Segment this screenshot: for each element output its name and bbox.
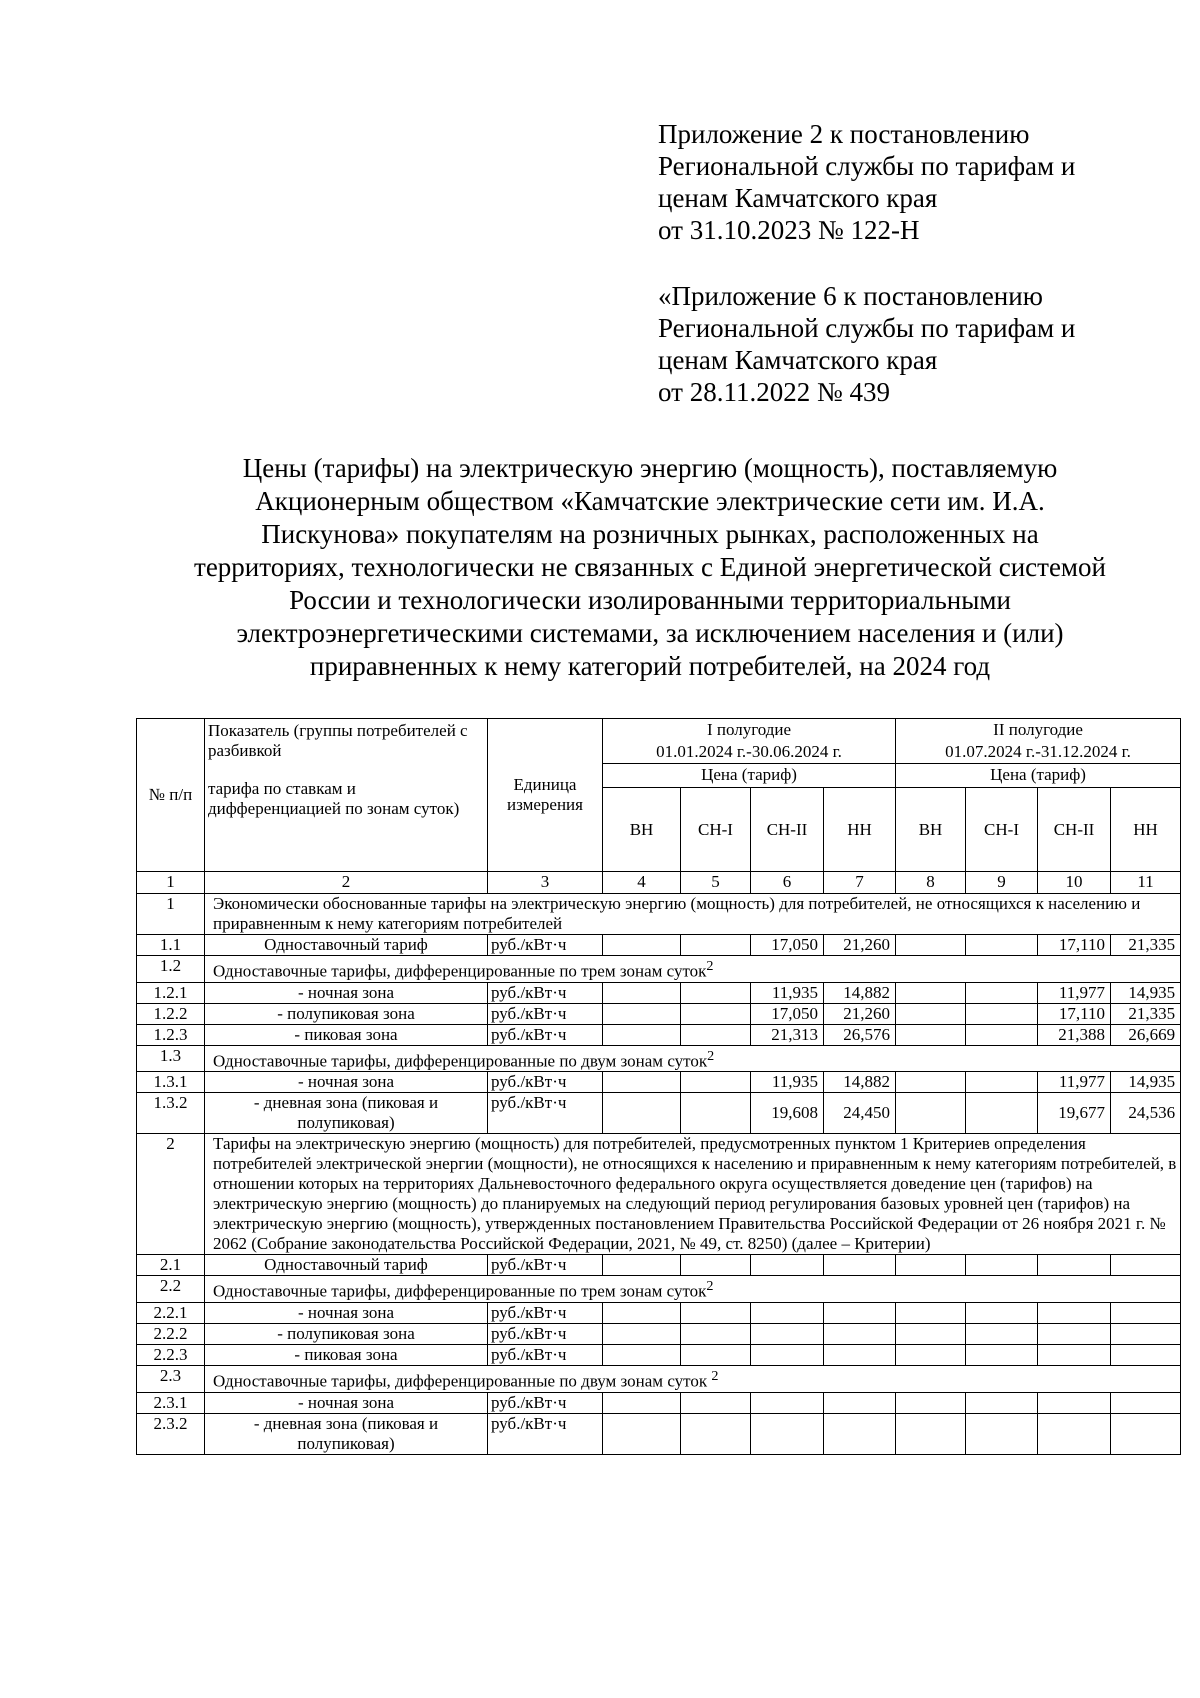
subsection-title: Одноставочные тарифы, дифференцированные по двум зонам суток bbox=[213, 1371, 712, 1391]
price-cell bbox=[896, 1255, 966, 1276]
price-cell bbox=[966, 1323, 1038, 1344]
row-num: 2.2.1 bbox=[137, 1302, 205, 1323]
price-cell bbox=[966, 1392, 1038, 1413]
level-header: СН-II bbox=[751, 788, 824, 872]
price-cell: 21,260 bbox=[824, 935, 896, 956]
price-cell bbox=[896, 1392, 966, 1413]
price-cell bbox=[1111, 1392, 1181, 1413]
price-cell bbox=[1038, 1392, 1111, 1413]
annex-line: Региональной службы по тарифам и bbox=[658, 151, 1076, 181]
price-cell bbox=[1038, 1302, 1111, 1323]
footnote-mark: 2 bbox=[711, 1367, 719, 1384]
header-half1-dates: 01.01.2024 г.-30.06.2024 г. bbox=[656, 742, 842, 761]
title-line: Цены (тарифы) на электрическую энергию (мощность), поставляемую bbox=[242, 453, 1058, 483]
price-cell bbox=[603, 1093, 681, 1134]
row-num: 1 bbox=[137, 894, 205, 935]
title-line: Пискунова» покупателям на розничных рынках, расположенных на bbox=[261, 519, 1039, 549]
row-label: - дневная зона (пиковая и полупиковая) bbox=[205, 1093, 488, 1134]
price-cell: 24,536 bbox=[1111, 1093, 1181, 1134]
price-cell bbox=[681, 935, 751, 956]
row-num: 2.2 bbox=[137, 1276, 205, 1303]
document-title bbox=[150, 452, 1150, 683]
row-unit: руб./кВт·ч bbox=[488, 1003, 603, 1024]
price-cell bbox=[681, 1024, 751, 1045]
price-cell: 21,388 bbox=[1038, 1024, 1111, 1045]
table-row bbox=[137, 982, 1181, 1003]
level-header: ВН bbox=[896, 788, 966, 872]
row-num: 1.3 bbox=[137, 1045, 205, 1072]
level-header: СН-I bbox=[966, 788, 1038, 872]
price-cell: 11,935 bbox=[751, 1072, 824, 1093]
price-cell bbox=[751, 1302, 824, 1323]
row-unit: руб./кВт·ч bbox=[488, 1323, 603, 1344]
annex-line: ценам Камчатского края bbox=[658, 183, 938, 213]
price-cell bbox=[824, 1413, 896, 1454]
subsection-text bbox=[205, 956, 1181, 983]
price-cell bbox=[1111, 1255, 1181, 1276]
price-cell bbox=[896, 935, 966, 956]
row-label: - дневная зона (пиковая и полупиковая) bbox=[205, 1413, 488, 1454]
row-unit: руб./кВт·ч bbox=[488, 1255, 603, 1276]
row-label: - ночная зона bbox=[205, 1302, 488, 1323]
header-half2 bbox=[896, 719, 1181, 764]
price-cell bbox=[896, 1093, 966, 1134]
price-cell bbox=[824, 1323, 896, 1344]
price-cell: 14,935 bbox=[1111, 982, 1181, 1003]
price-cell bbox=[966, 1302, 1038, 1323]
price-cell bbox=[751, 1255, 824, 1276]
col-number: 8 bbox=[896, 872, 966, 894]
col-number: 1 bbox=[137, 872, 205, 894]
price-cell bbox=[603, 1255, 681, 1276]
subsection-title: Одноставочные тарифы, дифференцированные по трем зонам суток bbox=[213, 1281, 707, 1301]
annex-line: Региональной службы по тарифам и bbox=[658, 313, 1076, 343]
row-unit: руб./кВт·ч bbox=[488, 1302, 603, 1323]
price-cell bbox=[824, 1392, 896, 1413]
header-unit: Единица измерения bbox=[488, 719, 603, 872]
price-cell bbox=[824, 1344, 896, 1365]
price-cell bbox=[1038, 1255, 1111, 1276]
subsection-title: Одноставочные тарифы, дифференцированные по трем зонам суток bbox=[213, 961, 707, 981]
price-cell bbox=[966, 1072, 1038, 1093]
price-cell bbox=[966, 1344, 1038, 1365]
price-cell: 14,882 bbox=[824, 1072, 896, 1093]
tariff-table bbox=[136, 718, 1181, 1455]
subsection-text bbox=[205, 1276, 1181, 1303]
price-cell bbox=[681, 1093, 751, 1134]
price-cell bbox=[1111, 1344, 1181, 1365]
row-label: - ночная зона bbox=[205, 982, 488, 1003]
row-unit: руб./кВт·ч bbox=[488, 1072, 603, 1093]
row-num: 2.3 bbox=[137, 1365, 205, 1392]
header-half1-period: I полугодие bbox=[706, 720, 792, 739]
price-cell bbox=[751, 1344, 824, 1365]
section-row bbox=[137, 1134, 1181, 1255]
price-cell bbox=[603, 1302, 681, 1323]
price-cell bbox=[1111, 1323, 1181, 1344]
row-label: - полупиковая зона bbox=[205, 1323, 488, 1344]
subsection-text bbox=[205, 1365, 1181, 1392]
price-cell: 21,260 bbox=[824, 1003, 896, 1024]
level-header: ВН bbox=[603, 788, 681, 872]
row-label: - пиковая зона bbox=[205, 1344, 488, 1365]
price-cell bbox=[1038, 1344, 1111, 1365]
col-number: 7 bbox=[824, 872, 896, 894]
footnote-mark: 2 bbox=[707, 1047, 715, 1064]
price-cell: 14,935 bbox=[1111, 1072, 1181, 1093]
header-price-2: Цена (тариф) bbox=[896, 764, 1181, 788]
price-cell bbox=[681, 1072, 751, 1093]
price-cell bbox=[603, 935, 681, 956]
row-num: 2.2.3 bbox=[137, 1344, 205, 1365]
price-cell bbox=[681, 1323, 751, 1344]
table-row bbox=[137, 1344, 1181, 1365]
price-cell bbox=[896, 982, 966, 1003]
row-label: - полупиковая зона bbox=[205, 1003, 488, 1024]
price-cell bbox=[603, 1003, 681, 1024]
price-cell bbox=[896, 1323, 966, 1344]
price-cell: 26,669 bbox=[1111, 1024, 1181, 1045]
price-cell: 24,450 bbox=[824, 1093, 896, 1134]
subsection-row bbox=[137, 956, 1181, 983]
annex-reference-current bbox=[658, 118, 1128, 246]
row-unit: руб./кВт·ч bbox=[488, 1413, 603, 1454]
row-num: 2.1 bbox=[137, 1255, 205, 1276]
row-num: 1.2.3 bbox=[137, 1024, 205, 1045]
price-cell bbox=[966, 1255, 1038, 1276]
price-cell bbox=[681, 1344, 751, 1365]
col-number: 6 bbox=[751, 872, 824, 894]
row-label: Одноставочный тариф bbox=[205, 935, 488, 956]
title-line: Акционерным обществом «Камчатские электрические сети им. И.А. bbox=[255, 486, 1045, 516]
subsection-title: Одноставочные тарифы, дифференцированные по двум зонам суток bbox=[213, 1051, 708, 1071]
header-price-1: Цена (тариф) bbox=[603, 764, 896, 788]
section-text: Тарифы на электрическую энергию (мощность) для потребителей, предусмотренных пунктом 1 Критериев определения потребителей электрической энергии (мощности), не относящихся к населению и приравненным к нему категориям потребителей, в отношении которых на территориях Дальневосточного федерального округа осуществляется доведение цен (тарифов) на электрическую энергию (мощность) до планируемых на следующий период регулирования базовых уровней цен (тарифов) на электрическую энергию (мощность), утвержденных постановлением Правительства Российской Федерации от 26 ноября 2021 г. № 2062 (Собрание законодательства Российской Федерации, 2021, № 49, ст. 8250) (далее – Критерии) bbox=[205, 1134, 1181, 1255]
price-cell bbox=[681, 1255, 751, 1276]
price-cell bbox=[966, 1003, 1038, 1024]
table-row bbox=[137, 1003, 1181, 1024]
col-number: 3 bbox=[488, 872, 603, 894]
price-cell bbox=[896, 1024, 966, 1045]
row-unit: руб./кВт·ч bbox=[488, 982, 603, 1003]
price-cell bbox=[603, 1024, 681, 1045]
price-cell bbox=[896, 1072, 966, 1093]
price-cell bbox=[751, 1392, 824, 1413]
price-cell bbox=[966, 1024, 1038, 1045]
price-cell bbox=[896, 1413, 966, 1454]
row-label: - пиковая зона bbox=[205, 1024, 488, 1045]
row-label: - ночная зона bbox=[205, 1072, 488, 1093]
price-cell bbox=[1111, 1302, 1181, 1323]
row-num: 1.3.2 bbox=[137, 1093, 205, 1134]
table-row bbox=[137, 1255, 1181, 1276]
price-cell bbox=[603, 982, 681, 1003]
row-num: 2.3.2 bbox=[137, 1413, 205, 1454]
annex-line: ценам Камчатского края bbox=[658, 345, 938, 375]
col-number: 2 bbox=[205, 872, 488, 894]
price-cell: 26,576 bbox=[824, 1024, 896, 1045]
price-cell bbox=[896, 1344, 966, 1365]
price-cell bbox=[603, 1323, 681, 1344]
price-cell: 14,882 bbox=[824, 982, 896, 1003]
price-cell bbox=[966, 1093, 1038, 1134]
price-cell bbox=[681, 1413, 751, 1454]
price-cell bbox=[966, 935, 1038, 956]
price-cell bbox=[681, 1392, 751, 1413]
table-row bbox=[137, 1392, 1181, 1413]
row-num: 2.2.2 bbox=[137, 1323, 205, 1344]
section-text: Экономически обоснованные тарифы на электрическую энергию (мощность) для потребителей, не относящихся к населению и приравненным к нему категориям потребителей bbox=[205, 894, 1181, 935]
col-number: 9 bbox=[966, 872, 1038, 894]
price-cell: 17,050 bbox=[751, 1003, 824, 1024]
annex-line: от 28.11.2022 № 439 bbox=[658, 377, 890, 407]
title-line: приравненных к нему категорий потребителей, на 2024 год bbox=[309, 651, 991, 681]
header-indicator bbox=[205, 719, 488, 872]
price-cell: 11,935 bbox=[751, 982, 824, 1003]
price-cell bbox=[681, 982, 751, 1003]
row-num: 2.3.1 bbox=[137, 1392, 205, 1413]
price-cell: 21,335 bbox=[1111, 935, 1181, 956]
table-row bbox=[137, 1302, 1181, 1323]
col-number: 4 bbox=[603, 872, 681, 894]
table-row bbox=[137, 1413, 1181, 1454]
row-unit: руб./кВт·ч bbox=[488, 1024, 603, 1045]
footnote-mark: 2 bbox=[706, 1278, 714, 1295]
price-cell bbox=[603, 1392, 681, 1413]
price-cell: 11,977 bbox=[1038, 982, 1111, 1003]
header-half1 bbox=[603, 719, 896, 764]
column-numbers-row bbox=[137, 872, 1181, 894]
price-cell: 17,110 bbox=[1038, 935, 1111, 956]
annex-line: Приложение 2 к постановлению bbox=[658, 119, 1030, 149]
price-cell bbox=[896, 1003, 966, 1024]
annex-reference-previous bbox=[658, 280, 1128, 408]
subsection-row bbox=[137, 1045, 1181, 1072]
price-cell bbox=[896, 1302, 966, 1323]
row-label: - ночная зона bbox=[205, 1392, 488, 1413]
level-header: СН-II bbox=[1038, 788, 1111, 872]
price-cell bbox=[751, 1413, 824, 1454]
header-num: № п/п bbox=[137, 719, 205, 872]
price-cell bbox=[1111, 1413, 1181, 1454]
price-cell: 19,677 bbox=[1038, 1093, 1111, 1134]
subsection-row bbox=[137, 1276, 1181, 1303]
level-header: СН-I bbox=[681, 788, 751, 872]
row-num: 1.2 bbox=[137, 956, 205, 983]
annex-line: «Приложение 6 к постановлению bbox=[658, 281, 1043, 311]
section-row bbox=[137, 894, 1181, 935]
level-header: НН bbox=[824, 788, 896, 872]
price-cell: 21,313 bbox=[751, 1024, 824, 1045]
table-row bbox=[137, 1093, 1181, 1134]
header-indicator-line1: Показатель (группы потребителей с разбивкой bbox=[208, 721, 468, 760]
subsection-text bbox=[205, 1045, 1181, 1072]
col-number: 11 bbox=[1111, 872, 1181, 894]
row-unit: руб./кВт·ч bbox=[488, 935, 603, 956]
price-cell: 11,977 bbox=[1038, 1072, 1111, 1093]
price-cell bbox=[824, 1302, 896, 1323]
table-row bbox=[137, 935, 1181, 956]
price-cell: 17,050 bbox=[751, 935, 824, 956]
annex-line: от 31.10.2023 № 122-Н bbox=[658, 215, 920, 245]
level-header: НН bbox=[1111, 788, 1181, 872]
title-line: электроэнергетическими системами, за исключением населения и (или) bbox=[236, 618, 1064, 648]
price-cell bbox=[603, 1072, 681, 1093]
footnote-mark: 2 bbox=[706, 958, 714, 974]
price-cell: 19,608 bbox=[751, 1093, 824, 1134]
row-unit: руб./кВт·ч bbox=[488, 1093, 603, 1134]
price-cell bbox=[681, 1003, 751, 1024]
price-cell: 21,335 bbox=[1111, 1003, 1181, 1024]
header-half2-period: II полугодие bbox=[993, 720, 1083, 739]
price-cell bbox=[1038, 1413, 1111, 1454]
price-cell: 17,110 bbox=[1038, 1003, 1111, 1024]
row-unit: руб./кВт·ч bbox=[488, 1392, 603, 1413]
col-number: 10 bbox=[1038, 872, 1111, 894]
row-num: 1.2.2 bbox=[137, 1003, 205, 1024]
row-num: 2 bbox=[137, 1134, 205, 1255]
row-num: 1.3.1 bbox=[137, 1072, 205, 1093]
price-cell bbox=[966, 1413, 1038, 1454]
row-num: 1.2.1 bbox=[137, 982, 205, 1003]
col-number: 5 bbox=[681, 872, 751, 894]
price-cell bbox=[824, 1255, 896, 1276]
title-line: территориях, технологически не связанных с Единой энергетической системой bbox=[194, 552, 1106, 582]
header-indicator-line2: тарифа по ставкам и дифференциацией по зонам суток) bbox=[208, 779, 460, 818]
price-cell bbox=[603, 1413, 681, 1454]
row-label: Одноставочный тариф bbox=[205, 1255, 488, 1276]
table-row bbox=[137, 1323, 1181, 1344]
row-num: 1.1 bbox=[137, 935, 205, 956]
title-line: России и технологически изолированными территориальными bbox=[289, 585, 1011, 615]
header-half2-dates: 01.07.2024 г.-31.12.2024 г. bbox=[945, 742, 1131, 761]
price-cell bbox=[966, 982, 1038, 1003]
price-cell bbox=[681, 1302, 751, 1323]
table-row bbox=[137, 1024, 1181, 1045]
price-cell bbox=[1038, 1323, 1111, 1344]
price-cell bbox=[603, 1344, 681, 1365]
row-unit: руб./кВт·ч bbox=[488, 1344, 603, 1365]
price-cell bbox=[751, 1323, 824, 1344]
table-row bbox=[137, 1072, 1181, 1093]
subsection-row bbox=[137, 1365, 1181, 1392]
